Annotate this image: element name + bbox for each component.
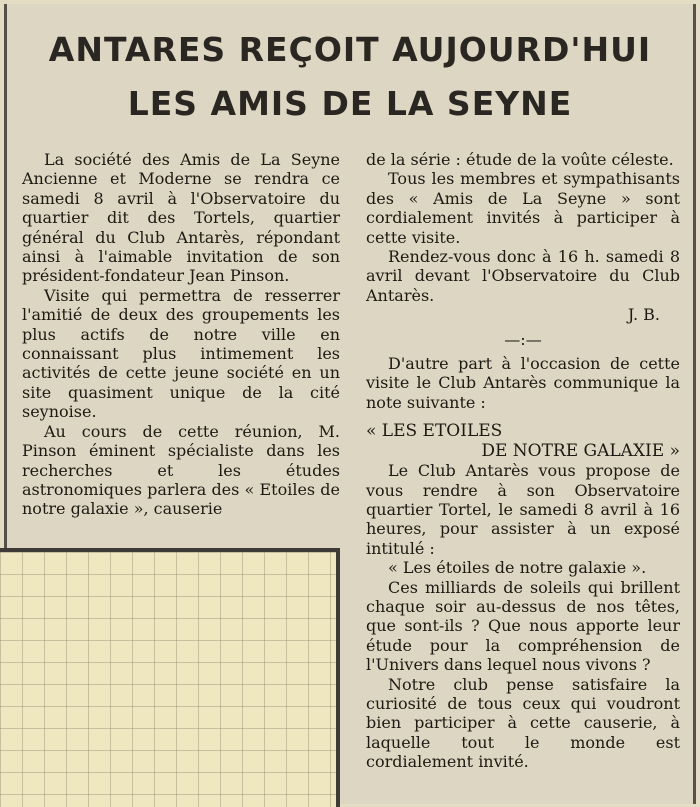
article-right-column	[366, 150, 680, 772]
paragraph-invite: Le Club Antarès vous propose de vous rendre à son Observatoire quartier Tortel, le samedi 8 avril à 16 heures, pour assister à un exposé intitulé :	[366, 461, 680, 558]
paragraph-rendezvous: Rendez-vous donc à 16 h. samedi 8 avril devant l'Observatoire du Club Antarès.	[366, 247, 680, 305]
paragraph-intro: La société des Amis de La Seyne Ancienne et Moderne se rendra ce samedi 8 avril à l'Observatoire du quartier dit des Tortels, quartier général du Club Antarès, répondant ainsi à l'aimable invitation de son président-fondateur Jean Pinson.	[22, 150, 340, 286]
section-separator: —:—	[504, 329, 542, 349]
quote-title-line-1: « LES ETOILES	[366, 421, 503, 442]
author-signature: J. B.	[627, 305, 660, 325]
paragraph-meeting: Au cours de cette réunion, M. Pinson éminent spécialiste dans les recherches et les études astronomiques parlera des « Etoiles de notre galaxie », causerie	[22, 421, 340, 519]
paragraph-questions: Ces milliards de soleils qui brillent chaque soir au-dessus de nos têtes, que sont-ils ? Que nous apporte leur étude pour la compréhension de l'Univers dans lequel nous vivons ?	[366, 577, 680, 675]
quote-title-line-2: DE NOTRE GALAXIE »	[481, 440, 680, 461]
paragraph-members: Tous les membres et sympathisants des « Amis de La Seyne » sont cordialement invités à participer à cette visite.	[366, 169, 680, 247]
paragraph-other: D'autre part à l'occasion de cette visite le Club Antarès communique la note suivante :	[366, 354, 680, 412]
article-left-column	[22, 150, 340, 519]
paragraph-continuation: de la série : étude de la voûte céleste.	[366, 150, 674, 169]
paragraph-closing: Notre club pense satisfaire la curiosité de tous ceux qui voudront bien participer à cette causerie, à laquelle tout le monde est cordialement invité.	[366, 674, 680, 772]
talk-title: « Les étoiles de notre galaxie ».	[388, 558, 647, 578]
headline-line-1: ANTARES REÇOIT AUJOURD'HUI	[48, 30, 652, 69]
paragraph-visit: Visite qui permettra de resserrer l'amitié de deux des groupements les plus actifs de notre ville en connaissant plus intimement les activités de cette jeune société en un site quasiment unique de la cité seynoise.	[22, 285, 340, 422]
headline-line-2: LES AMIS DE LA SEYNE	[127, 84, 573, 123]
graph-paper-background	[0, 548, 340, 807]
